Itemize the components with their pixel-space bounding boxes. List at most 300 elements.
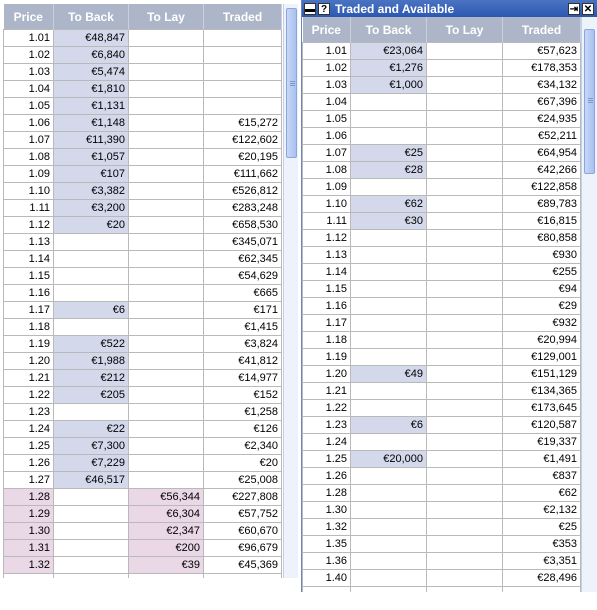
ladder-row: [4, 302, 282, 319]
to-back-cell[interactable]: [351, 400, 427, 417]
to-back-cell[interactable]: €1,148: [54, 115, 129, 132]
price-cell: 1.25: [4, 438, 54, 455]
to-lay-cell[interactable]: [129, 166, 204, 183]
to-back-cell[interactable]: €30: [351, 213, 427, 230]
to-lay-cell[interactable]: [427, 536, 503, 553]
to-lay-cell[interactable]: [427, 366, 503, 383]
to-back-cell[interactable]: €107: [54, 166, 129, 183]
ladder-row: [4, 506, 282, 523]
traded-cell: €932: [503, 315, 581, 332]
window-titlebar[interactable]: [302, 0, 597, 17]
to-lay-cell[interactable]: [427, 434, 503, 451]
traded-cell: €57,623: [503, 43, 581, 60]
to-lay-cell[interactable]: [427, 451, 503, 468]
traded-cell: €1,491: [503, 451, 581, 468]
to-back-cell[interactable]: [351, 281, 427, 298]
ladder-row: [303, 451, 581, 468]
to-back-cell[interactable]: €22: [54, 421, 129, 438]
to-lay-cell[interactable]: [129, 455, 204, 472]
to-back-cell[interactable]: [54, 574, 129, 579]
to-lay-cell[interactable]: [427, 502, 503, 519]
to-lay-cell[interactable]: [427, 43, 503, 60]
price-cell: 1.26: [4, 455, 54, 472]
price-cell: 1.32: [303, 519, 351, 536]
to-back-cell[interactable]: €7,229: [54, 455, 129, 472]
to-lay-cell[interactable]: [427, 230, 503, 247]
traded-cell: €227,808: [204, 489, 282, 506]
to-back-cell[interactable]: €1,000: [351, 77, 427, 94]
column-header-to-back[interactable]: To Back: [54, 4, 129, 30]
ladder-row: [303, 77, 581, 94]
to-lay-cell[interactable]: [427, 264, 503, 281]
ladder-row: [4, 98, 282, 115]
to-back-cell[interactable]: [351, 332, 427, 349]
traded-cell: €120,587: [503, 417, 581, 434]
price-cell: 1.26: [303, 468, 351, 485]
traded-cell: €2,132: [503, 502, 581, 519]
to-back-cell[interactable]: €6: [351, 417, 427, 434]
to-back-cell[interactable]: €5,474: [54, 64, 129, 81]
traded-cell: €94: [503, 281, 581, 298]
traded-cell: €34,132: [503, 77, 581, 94]
traded-cell: €24,935: [503, 111, 581, 128]
to-back-cell[interactable]: €1,810: [54, 81, 129, 98]
price-cell: 1.12: [4, 217, 54, 234]
ladder-row: [4, 387, 282, 404]
to-lay-cell[interactable]: [427, 332, 503, 349]
traded-cell: €3,351: [503, 553, 581, 570]
traded-cell: €25: [503, 519, 581, 536]
right-ladder-table: [302, 17, 581, 592]
to-lay-cell[interactable]: [427, 383, 503, 400]
to-back-cell[interactable]: [351, 519, 427, 536]
column-header-to-lay[interactable]: To Lay: [129, 4, 204, 30]
to-back-cell[interactable]: [54, 523, 129, 540]
price-cell: 1.15: [303, 281, 351, 298]
left-scroll-thumb[interactable]: [286, 8, 297, 158]
to-lay-cell[interactable]: [129, 421, 204, 438]
price-cell: 1.30: [4, 523, 54, 540]
traded-cell: €64,954: [503, 145, 581, 162]
ladder-row: [303, 366, 581, 383]
right-vertical-scrollbar[interactable]: [581, 17, 597, 592]
price-cell: 1.23: [4, 404, 54, 421]
column-header-price[interactable]: Price: [303, 17, 351, 43]
to-lay-cell[interactable]: [427, 468, 503, 485]
to-lay-cell[interactable]: [129, 472, 204, 489]
traded-cell: €134,365: [503, 383, 581, 400]
ladder-row: [303, 502, 581, 519]
to-back-cell[interactable]: €1,988: [54, 353, 129, 370]
to-lay-cell[interactable]: [129, 285, 204, 302]
ladder-row: [4, 455, 282, 472]
price-cell: 1.23: [303, 417, 351, 434]
traded-cell: €126: [204, 421, 282, 438]
to-lay-cell[interactable]: [427, 94, 503, 111]
to-back-cell[interactable]: €3,382: [54, 183, 129, 200]
traded-cell: €151,129: [503, 366, 581, 383]
ladder-row: [303, 434, 581, 451]
to-back-cell[interactable]: [351, 298, 427, 315]
column-header-to-back[interactable]: To Back: [351, 17, 427, 43]
to-lay-cell[interactable]: [129, 115, 204, 132]
to-back-cell[interactable]: [351, 94, 427, 111]
price-cell: 1.27: [4, 472, 54, 489]
to-lay-cell[interactable]: [427, 60, 503, 77]
to-lay-cell[interactable]: [427, 485, 503, 502]
to-lay-cell[interactable]: [427, 128, 503, 145]
ladder-row: [4, 353, 282, 370]
to-back-cell[interactable]: [351, 553, 427, 570]
to-back-cell[interactable]: [54, 404, 129, 421]
traded-cell: €60,670: [204, 523, 282, 540]
to-back-cell[interactable]: €6,840: [54, 47, 129, 64]
to-lay-cell[interactable]: [129, 404, 204, 421]
price-cell: 1.16: [4, 285, 54, 302]
to-back-cell[interactable]: [54, 234, 129, 251]
traded-cell: €171: [204, 302, 282, 319]
to-back-cell[interactable]: €23,064: [351, 43, 427, 60]
ladder-row: [303, 264, 581, 281]
to-back-cell[interactable]: €11,390: [54, 132, 129, 149]
price-cell: 1.13: [4, 234, 54, 251]
price-cell: 1.24: [303, 434, 351, 451]
column-header-traded[interactable]: Traded: [204, 4, 282, 30]
to-lay-cell[interactable]: [129, 353, 204, 370]
to-back-cell[interactable]: [54, 557, 129, 574]
to-lay-cell[interactable]: [129, 302, 204, 319]
traded-cell: €80,858: [503, 230, 581, 247]
to-back-cell[interactable]: €1,131: [54, 98, 129, 115]
to-back-cell[interactable]: [351, 536, 427, 553]
to-back-cell[interactable]: [351, 570, 427, 587]
traded-cell: €96,679: [204, 540, 282, 557]
window-title: Traded and Available: [335, 1, 455, 16]
to-lay-cell[interactable]: [129, 183, 204, 200]
ladder-row: [4, 81, 282, 98]
ladder-row: [303, 94, 581, 111]
traded-and-available-window: [301, 0, 597, 592]
to-back-cell[interactable]: €205: [54, 387, 129, 404]
traded-cell: €283,248: [204, 200, 282, 217]
ladder-row: [4, 523, 282, 540]
traded-cell: €57,752: [204, 506, 282, 523]
ladder-row: [303, 230, 581, 247]
ladder-row: [4, 574, 282, 579]
price-cell: 1.01: [4, 30, 54, 47]
price-cell: 1.19: [4, 336, 54, 353]
to-lay-cell[interactable]: [129, 268, 204, 285]
to-lay-cell[interactable]: [427, 553, 503, 570]
price-cell: 1.32: [4, 557, 54, 574]
to-back-cell[interactable]: [351, 315, 427, 332]
to-lay-cell[interactable]: [427, 519, 503, 536]
to-back-cell[interactable]: [351, 128, 427, 145]
traded-cell: €41,812: [204, 353, 282, 370]
to-lay-cell[interactable]: €200: [129, 540, 204, 557]
ladder-row: [303, 485, 581, 502]
to-back-cell[interactable]: [351, 434, 427, 451]
price-cell: 1.31: [4, 540, 54, 557]
to-lay-cell[interactable]: €39: [129, 557, 204, 574]
to-lay-cell[interactable]: €6,304: [129, 506, 204, 523]
traded-cell: €52,211: [503, 128, 581, 145]
to-lay-cell[interactable]: [129, 200, 204, 217]
price-cell: 1.11: [303, 213, 351, 230]
ladder-row: [303, 213, 581, 230]
price-cell: 1.04: [303, 94, 351, 111]
to-back-cell[interactable]: [351, 111, 427, 128]
traded-cell: €345,071: [204, 234, 282, 251]
ladder-row: [4, 319, 282, 336]
traded-cell: [204, 81, 282, 98]
ladder-row: [4, 47, 282, 64]
minimize-icon[interactable]: ▬: [305, 3, 315, 15]
ladder-row: [303, 570, 581, 587]
traded-cell: €1,415: [204, 319, 282, 336]
column-header-traded[interactable]: Traded: [503, 17, 581, 43]
price-cell: 1.36: [303, 553, 351, 570]
traded-cell: €665: [204, 285, 282, 302]
to-lay-cell[interactable]: [427, 111, 503, 128]
to-back-cell[interactable]: [54, 285, 129, 302]
to-back-cell[interactable]: €3,200: [54, 200, 129, 217]
to-lay-cell[interactable]: [129, 217, 204, 234]
ladder-row: [303, 298, 581, 315]
ladder-row: [303, 587, 581, 593]
to-lay-cell[interactable]: [129, 81, 204, 98]
to-lay-cell[interactable]: [129, 149, 204, 166]
to-lay-cell[interactable]: [129, 251, 204, 268]
traded-cell: €3,824: [204, 336, 282, 353]
to-back-cell[interactable]: [54, 489, 129, 506]
price-cell: 1.22: [4, 387, 54, 404]
ladder-row: [303, 553, 581, 570]
ladder-row: [4, 234, 282, 251]
to-lay-cell[interactable]: [129, 30, 204, 47]
price-cell: 1.19: [303, 349, 351, 366]
traded-cell: €28,496: [503, 570, 581, 587]
price-cell: 1.40: [303, 570, 351, 587]
to-back-cell[interactable]: [351, 349, 427, 366]
to-lay-cell[interactable]: €2,347: [129, 523, 204, 540]
to-back-cell[interactable]: €48,847: [54, 30, 129, 47]
traded-cell: €42,266: [503, 162, 581, 179]
price-cell: 1.11: [4, 200, 54, 217]
to-back-cell[interactable]: [54, 319, 129, 336]
to-back-cell[interactable]: €7,300: [54, 438, 129, 455]
to-lay-cell[interactable]: [427, 247, 503, 264]
to-back-cell[interactable]: [351, 502, 427, 519]
left-ladder-table: [3, 4, 282, 578]
price-cell: 1.10: [303, 196, 351, 213]
left-ladder-body: [4, 30, 282, 579]
price-cell: 1.29: [4, 506, 54, 523]
price-cell: 1.02: [4, 47, 54, 64]
to-lay-cell[interactable]: [427, 349, 503, 366]
to-lay-cell[interactable]: [129, 387, 204, 404]
ladder-row: [4, 64, 282, 81]
price-cell: 1.03: [303, 77, 351, 94]
ladder-row: [4, 200, 282, 217]
price-cell: 1.02: [303, 60, 351, 77]
to-lay-cell[interactable]: [129, 319, 204, 336]
ladder-row: [303, 349, 581, 366]
close-icon[interactable]: ✕: [583, 3, 593, 15]
to-back-cell[interactable]: €522: [54, 336, 129, 353]
column-header-to-lay[interactable]: To Lay: [427, 17, 503, 43]
ladder-row: [303, 281, 581, 298]
to-back-cell[interactable]: [351, 468, 427, 485]
ladder-row: [4, 251, 282, 268]
price-cell: 1.17: [4, 302, 54, 319]
to-back-cell[interactable]: [351, 230, 427, 247]
to-lay-cell[interactable]: [129, 132, 204, 149]
to-back-cell[interactable]: €62: [351, 196, 427, 213]
price-cell: 1.12: [303, 230, 351, 247]
left-vertical-scrollbar[interactable]: [283, 4, 298, 578]
to-back-cell[interactable]: [351, 383, 427, 400]
traded-cell: €255: [503, 264, 581, 281]
to-back-cell[interactable]: [351, 247, 427, 264]
to-lay-cell[interactable]: [427, 400, 503, 417]
right-scroll-thumb[interactable]: [584, 29, 595, 174]
price-cell: 1.17: [303, 315, 351, 332]
traded-cell: €89,783: [503, 196, 581, 213]
ladder-row: [303, 43, 581, 60]
to-lay-cell[interactable]: [427, 179, 503, 196]
ladder-row: [4, 557, 282, 574]
price-cell: 1.14: [303, 264, 351, 281]
price-cell: 1.25: [303, 451, 351, 468]
ladder-row: [4, 132, 282, 149]
pin-icon[interactable]: ⇥: [569, 3, 579, 15]
traded-cell: €129,001: [503, 349, 581, 366]
traded-cell: €62,345: [204, 251, 282, 268]
to-lay-cell[interactable]: €56,344: [129, 489, 204, 506]
to-lay-cell[interactable]: [427, 213, 503, 230]
traded-cell: €353: [503, 536, 581, 553]
left-ladder-panel: [3, 4, 298, 578]
to-back-cell[interactable]: €1,057: [54, 149, 129, 166]
traded-cell: €20: [204, 455, 282, 472]
ladder-row: [4, 217, 282, 234]
to-lay-cell[interactable]: [129, 98, 204, 115]
to-lay-cell[interactable]: [129, 64, 204, 81]
price-cell: 1.08: [4, 149, 54, 166]
to-back-cell[interactable]: [351, 587, 427, 593]
column-header-price[interactable]: Price: [4, 4, 54, 30]
to-lay-cell[interactable]: [427, 417, 503, 434]
ladder-row: [303, 145, 581, 162]
traded-cell: [204, 47, 282, 64]
ladder-row: [303, 128, 581, 145]
to-lay-cell[interactable]: [427, 587, 503, 593]
price-cell: 1.30: [303, 502, 351, 519]
to-lay-cell[interactable]: [129, 438, 204, 455]
to-back-cell[interactable]: €46,517: [54, 472, 129, 489]
help-icon[interactable]: ?: [318, 3, 330, 15]
to-back-cell[interactable]: €28: [351, 162, 427, 179]
traded-cell: €526,812: [204, 183, 282, 200]
to-lay-cell[interactable]: [427, 145, 503, 162]
to-back-cell[interactable]: [351, 485, 427, 502]
price-cell: [303, 587, 351, 593]
traded-cell: €20,994: [503, 332, 581, 349]
to-lay-cell[interactable]: [427, 162, 503, 179]
to-back-cell[interactable]: [54, 268, 129, 285]
ladder-row: [4, 115, 282, 132]
traded-cell: €62: [503, 485, 581, 502]
to-back-cell[interactable]: [351, 264, 427, 281]
price-cell: 1.21: [4, 370, 54, 387]
to-lay-cell[interactable]: [427, 315, 503, 332]
to-lay-cell[interactable]: [427, 281, 503, 298]
traded-cell: [503, 587, 581, 593]
price-cell: 1.35: [303, 536, 351, 553]
to-back-cell[interactable]: [54, 506, 129, 523]
ladder-row: [4, 472, 282, 489]
to-lay-cell[interactable]: [427, 196, 503, 213]
ladder-row: [303, 417, 581, 434]
traded-cell: €20,195: [204, 149, 282, 166]
price-cell: 1.15: [4, 268, 54, 285]
to-back-cell[interactable]: €6: [54, 302, 129, 319]
to-lay-cell[interactable]: [129, 47, 204, 64]
ladder-row: [303, 315, 581, 332]
to-lay-cell[interactable]: [427, 298, 503, 315]
ladder-row: [303, 162, 581, 179]
price-cell: 1.09: [303, 179, 351, 196]
to-lay-cell[interactable]: [427, 77, 503, 94]
to-back-cell[interactable]: €49: [351, 366, 427, 383]
to-lay-cell[interactable]: [129, 574, 204, 579]
ladder-row: [4, 268, 282, 285]
price-cell: [4, 574, 54, 579]
traded-cell: €173,645: [503, 400, 581, 417]
to-back-cell[interactable]: €212: [54, 370, 129, 387]
traded-cell: €837: [503, 468, 581, 485]
to-lay-cell[interactable]: [427, 570, 503, 587]
to-lay-cell[interactable]: [129, 336, 204, 353]
price-cell: 1.16: [303, 298, 351, 315]
price-cell: 1.05: [4, 98, 54, 115]
traded-cell: €1,258: [204, 404, 282, 421]
to-back-cell[interactable]: [351, 179, 427, 196]
ladder-row: [303, 519, 581, 536]
to-back-cell[interactable]: €20: [54, 217, 129, 234]
ladder-row: [4, 183, 282, 200]
traded-cell: €16,815: [503, 213, 581, 230]
to-lay-cell[interactable]: [129, 234, 204, 251]
price-cell: 1.28: [4, 489, 54, 506]
ladder-row: [4, 540, 282, 557]
price-cell: 1.18: [4, 319, 54, 336]
ladder-row: [4, 370, 282, 387]
price-cell: 1.04: [4, 81, 54, 98]
to-back-cell[interactable]: €20,000: [351, 451, 427, 468]
to-back-cell[interactable]: [54, 251, 129, 268]
to-back-cell[interactable]: [54, 540, 129, 557]
traded-cell: [204, 98, 282, 115]
to-lay-cell[interactable]: [129, 370, 204, 387]
to-back-cell[interactable]: €25: [351, 145, 427, 162]
traded-cell: €15,272: [204, 115, 282, 132]
traded-cell: €45,369: [204, 557, 282, 574]
traded-cell: €2,340: [204, 438, 282, 455]
to-back-cell[interactable]: €1,276: [351, 60, 427, 77]
price-cell: 1.01: [303, 43, 351, 60]
